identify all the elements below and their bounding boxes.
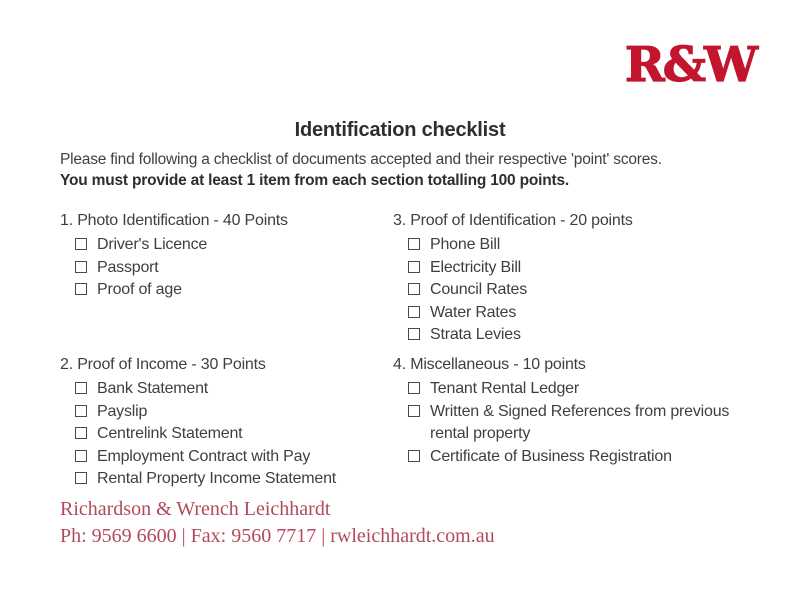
section-heading: 3. Proof of Identification - 20 points (393, 212, 633, 229)
checklist-item (75, 378, 393, 401)
section-heading: 2. Proof of Income - 30 Points (60, 355, 266, 373)
checklist-item (75, 446, 393, 469)
checklist-item (408, 257, 742, 280)
section-proof-of-income (60, 356, 393, 491)
checklist-item-label: Water Rates (430, 303, 517, 321)
checklist-item-label: Council Rates (430, 281, 528, 299)
checklist-item-label: Proof of age (97, 281, 182, 299)
checkbox-icon (408, 306, 420, 318)
checklist-item (75, 468, 393, 491)
intro-line-2: You must provide at least 1 item from each section totalling 100 points. (60, 172, 569, 189)
checklist-item (408, 378, 742, 401)
checklist-item-label: Phone Bill (430, 236, 501, 253)
checklist-columns (60, 212, 742, 491)
footer (60, 496, 495, 550)
checklist-item (408, 302, 742, 325)
checkbox-icon (408, 328, 420, 340)
section-item-list (60, 234, 393, 302)
checklist-item (75, 423, 393, 446)
checkbox-icon (408, 261, 420, 273)
checklist-item-label: Passport (97, 258, 159, 276)
checklist-item-label: Payslip (97, 402, 148, 420)
checklist-item (408, 279, 742, 302)
checkbox-icon (75, 382, 87, 394)
section-miscellaneous (393, 356, 742, 491)
checklist-item (75, 234, 393, 257)
checklist-item (75, 257, 393, 280)
section-heading: 1. Photo Identification - 40 Points (60, 212, 288, 229)
checklist-item-label: Electricity Bill (430, 258, 522, 276)
checklist-item-label: Strata Levies (430, 326, 521, 344)
section-item-list (393, 378, 742, 468)
checklist-item (408, 234, 742, 257)
footer-company-name: Richardson & Wrench Leichhardt (60, 498, 331, 520)
checkbox-icon (75, 427, 87, 439)
checklist-item-label: Bank Statement (97, 379, 209, 397)
checklist-item-label: Certificate of Business Registration (430, 447, 672, 465)
checkbox-icon (408, 450, 420, 462)
checklist-item (408, 324, 742, 347)
checklist-item (408, 446, 742, 469)
checklist-item-label: Driver's Licence (97, 236, 208, 253)
section-item-list (393, 234, 742, 347)
section-heading: 4. Miscellaneous - 10 points (393, 355, 586, 373)
checklist-item-label: Written & Signed References from previous rental property (430, 402, 730, 443)
rw-logo: R&W (624, 37, 756, 93)
checklist-item (408, 401, 742, 446)
checklist-item (75, 279, 393, 302)
section-item-list (60, 378, 393, 491)
page-title: Identification checklist (294, 119, 506, 141)
intro-paragraph (60, 149, 662, 191)
footer-contact-info: Ph: 9569 6600 | Fax: 9560 7717 | rwleichhardt.com.au (60, 525, 495, 547)
checklist-item-label: Employment Contract with Pay (97, 447, 311, 465)
checklist-item-label: Centrelink Statement (97, 425, 243, 443)
checklist-item-label: Rental Property Income Statement (97, 470, 337, 488)
checklist-item (75, 401, 393, 424)
checkbox-icon (408, 283, 420, 295)
checkbox-icon (75, 238, 87, 250)
intro-line-1: Please find following a checklist of documents accepted and their respective 'point' scores. (60, 151, 662, 168)
checkbox-icon (75, 283, 87, 295)
checklist-item-label: Tenant Rental Ledger (430, 379, 580, 397)
section-photo-identification (60, 212, 393, 347)
checkbox-icon (75, 450, 87, 462)
checkbox-icon (75, 261, 87, 273)
checkbox-icon (408, 382, 420, 394)
checkbox-icon (408, 238, 420, 250)
checkbox-icon (408, 405, 420, 417)
checkbox-icon (75, 405, 87, 417)
section-proof-of-identification (393, 212, 742, 347)
checkbox-icon (75, 472, 87, 484)
